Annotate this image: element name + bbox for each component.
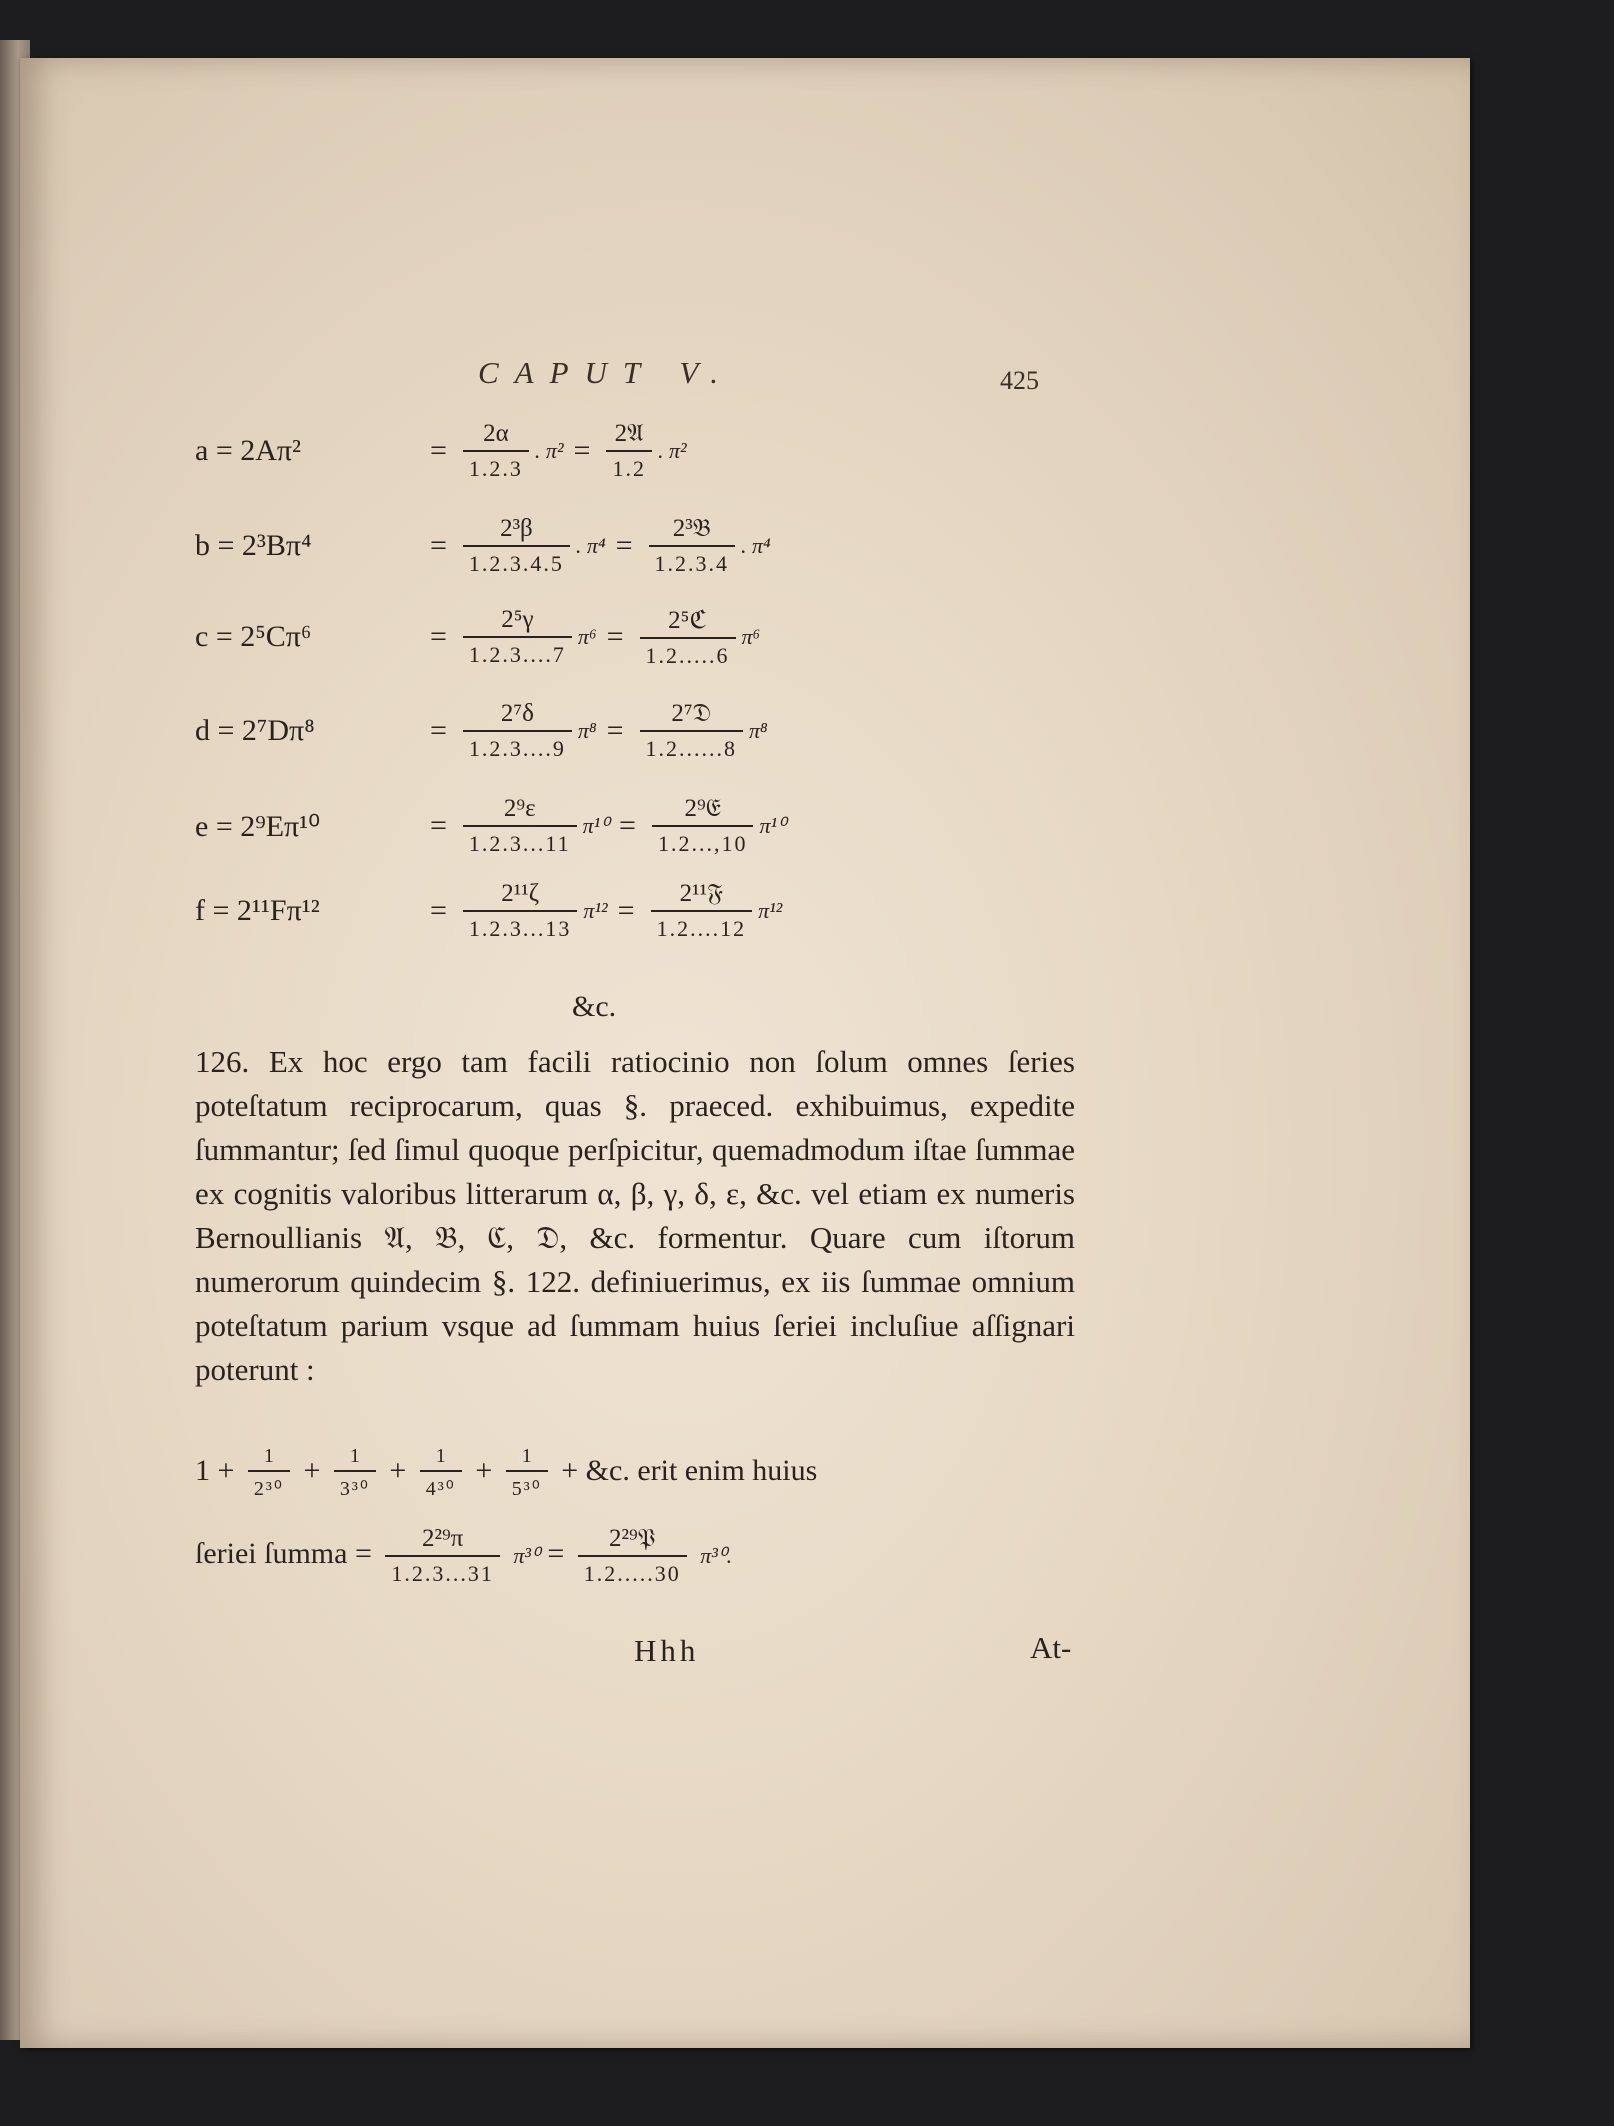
- series-term: $\frac{1}{\text{5³⁰}}$: [506, 1445, 548, 1501]
- sum-line: ſeriei ſumma = $\frac{\text{2²⁹π}}{1.2.3...31}$ π³⁰ = $\frac{\text{2²⁹𝔓}}{1.2.....30}$ π³⁰.: [195, 1525, 733, 1586]
- etc-mark: &c.: [572, 990, 617, 1023]
- series-term: $\frac{1}{\text{2³⁰}}$: [248, 1445, 290, 1501]
- fraction: $\frac{\text{2𝔄}}{1.2}$: [606, 420, 652, 482]
- fraction: $\frac{\text{2⁵ℭ}}{1.2.....6}$: [640, 605, 736, 669]
- fraction: $\frac{2\alpha}{1.2.3}$: [463, 420, 529, 482]
- equation-row: c = 2⁵Cπ⁶ = $\frac{\text{2⁵γ}}{1.2.3....7}$ π⁶ = $\frac{\text{2⁵ℭ}}{1.2.....6}$ π⁶: [195, 606, 761, 668]
- sum-fraction-1: $\frac{\text{2²⁹π}}{1.2.3...31}$: [385, 1525, 500, 1587]
- equation-lhs: b = 2³Bπ⁴: [195, 529, 312, 562]
- sum-fraction-2: $\frac{\text{2²⁹𝔓}}{1.2.....30}$: [578, 1525, 687, 1587]
- paragraph-126: 126. Ex hoc ergo tam facili ratiocinio non ſolum omnes ſeries poteſtatum reciprocarum, quas §. praeced. exhibuimus, expedite ſummantur; ſed ſimul quoque perſpicitur, quemadmodum iſtae ſummae ex cognitis valoribus litterarum α, β, γ, δ, ε, &c. vel etiam ex numeris Bernoullianis 𝔄, 𝔅, ℭ, 𝔇, &c. formentur. Quare cum iſtorum numerorum quindecim §. 122. definiuerimus, ex iis ſummae omnium poteſtatum parium vsque ad ſummam huius ſeriei incluſiue aſſignari poterunt :: [195, 1044, 1075, 1387]
- series-tail: + &c. erit enim huius: [561, 1453, 818, 1487]
- fraction: $\frac{\text{2¹¹ζ}}{1.2.3...13}$: [463, 880, 578, 942]
- equation-row: a = 2Aπ² = $\frac{2\alpha}{1.2.3}$ . π² = $\frac{\text{2𝔄}}{1.2}$ . π²: [195, 420, 687, 481]
- page-number: 425: [1000, 366, 1039, 395]
- equation-row: f = 2¹¹Fπ¹² = $\frac{\text{2¹¹ζ}}{1.2.3...13}$ π¹² = $\frac{\text{2¹¹𝔉}}{1.2....12}$ π¹²: [195, 880, 783, 941]
- fraction: $\frac{\text{2³β}}{1.2.3.4.5}$: [463, 515, 570, 577]
- equation-row: b = 2³Bπ⁴ = $\frac{\text{2³β}}{1.2.3.4.5}$ . π⁴ = $\frac{\text{2³𝔅}}{1.2.3.4}$ . π⁴: [195, 515, 771, 576]
- series-term: $\frac{1}{\text{3³⁰}}$: [334, 1445, 376, 1501]
- equation-lhs: d = 2⁷Dπ⁸: [195, 714, 315, 747]
- fraction: $\frac{\text{2⁵γ}}{1.2.3....7}$: [463, 606, 572, 668]
- fraction: $\frac{\text{2¹¹𝔉}}{1.2....12}$: [651, 880, 753, 942]
- series-line: 1 + $\frac{1}{\text{2³⁰}}$ + $\frac{1}{\text{3³⁰}}$ + $\frac{1}{\text{4³⁰}}$ + $\frac{1}{\text{5³⁰}}$ + &c. erit enim huius: [195, 1445, 818, 1500]
- fraction: $\frac{\text{2⁹𝔈}}{1.2...,10}$: [652, 795, 754, 857]
- page-title: CAPUT V.: [478, 355, 735, 390]
- sum-label: ſeriei ſumma =: [195, 1536, 372, 1570]
- catchword: At-: [1030, 1630, 1072, 1665]
- fraction: $\frac{\text{2⁷δ}}{1.2.3....9}$: [463, 700, 572, 762]
- signature-mark: Hhh: [634, 1633, 700, 1668]
- equation-lhs: c = 2⁵Cπ⁶: [195, 620, 312, 653]
- equation-lhs: f = 2¹¹Fπ¹²: [195, 894, 320, 927]
- fraction: $\frac{\text{2⁹ε}}{1.2.3...11}$: [463, 795, 577, 857]
- series-lead: 1 +: [195, 1453, 235, 1487]
- equation-lhs: a = 2Aπ²: [195, 434, 302, 467]
- fraction: $\frac{\text{2⁷𝔇}}{1.2......8}$: [640, 700, 744, 762]
- series-term: $\frac{1}{\text{4³⁰}}$: [420, 1445, 462, 1501]
- equation-row: e = 2⁹Eπ¹⁰ = $\frac{\text{2⁹ε}}{1.2.3...11}$ π¹⁰ = $\frac{\text{2⁹𝔈}}{1.2...,10}$ π¹⁰: [195, 795, 786, 856]
- fraction: $\frac{\text{2³𝔅}}{1.2.3.4}$: [649, 515, 736, 577]
- equation-lhs: e = 2⁹Eπ¹⁰: [195, 809, 321, 843]
- equation-row: d = 2⁷Dπ⁸ = $\frac{\text{2⁷δ}}{1.2.3....9}$ π⁸ = $\frac{\text{2⁷𝔇}}{1.2......8}$ π⁸: [195, 700, 768, 761]
